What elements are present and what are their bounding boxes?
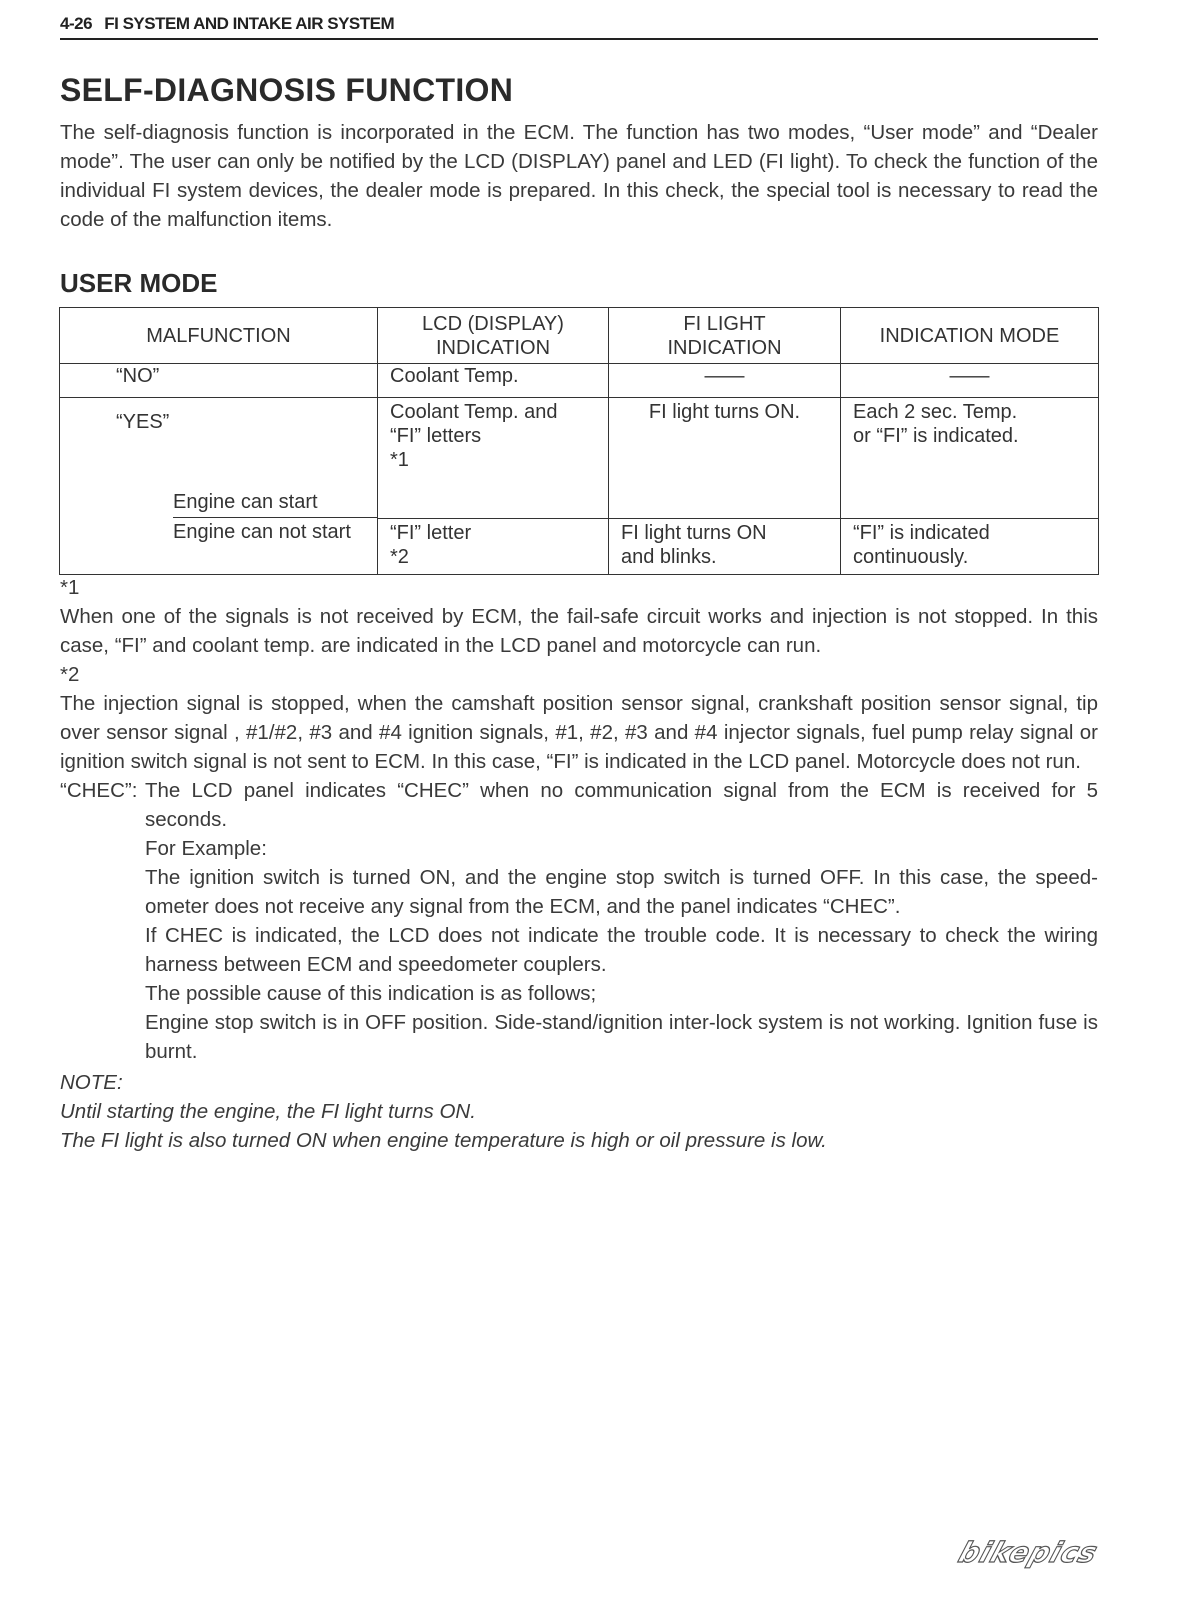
note-label: NOTE: [60, 1071, 123, 1094]
yes-label: “YES” [116, 411, 170, 433]
cell-mode-not-start: “FI” is indicated continuously. [841, 518, 1099, 575]
cell-malfunction-no: “NO” [60, 364, 378, 398]
footnote-text-2: The injection signal is stopped, when the camshaft position sensor signal, crankshaft position sensor signal, tip over sensor signal , #1/#2, #3 and #4 ignition signals, #1, #2, #3 and #4 injector signals, fuel pump relay signal or ignition switch signal is not sent to ECM. In this case, “FI” is indicated in the LCD panel. Motorcycle does not run. [60, 692, 1098, 773]
table-row [60, 518, 1099, 575]
cell-malfunction-not-start: Engine can not start [60, 518, 378, 575]
intro-paragraph: The self-diagnosis function is incorporated in the ECM. The function has two modes, “User mode” and “Dealer mode”. The user can only be notified by the LCD (DISPLAY) panel and LED (FI light). To check the function of the individual FI system devices, the dealer mode is prepared. In this check, the special tool is necessary to read the code of the malfunction items. [60, 121, 1098, 231]
table-header-row [60, 308, 1099, 364]
sub-row-divider [173, 517, 377, 518]
cell-mode-no: —— [841, 364, 1099, 398]
chec-line: The LCD panel indicates “CHEC” when no communication signal from the ECM is received for 5 seconds. [145, 779, 1098, 831]
page-header [60, 14, 1098, 40]
chec-line: If CHEC is indicated, the LCD does not indicate the trouble code. It is necessary to check the wiring harness between ECM and speedometer couplers. [145, 924, 1098, 976]
col-header-malfunction: MALFUNCTION [60, 308, 378, 364]
chec-line: For Example: [145, 837, 267, 860]
chec-body [145, 776, 1098, 1066]
chec-line: The possible cause of this indication is as follows; [145, 982, 597, 1005]
table-row [60, 364, 1099, 398]
table-row [60, 398, 1099, 519]
col-header-fi-light: FI LIGHT INDICATION [609, 308, 841, 364]
user-mode-table [59, 307, 1099, 575]
chec-label: “CHEC”: [60, 779, 138, 802]
user-mode-heading: USER MODE [60, 268, 218, 298]
chec-line: The ignition switch is turned ON, and the engine stop switch is turned OFF. In this case, the speed-ometer does not receive any signal from the ECM, and the panel indicates “CHEC”. [145, 866, 1098, 918]
engine-can-start-label: Engine can start [173, 491, 318, 513]
note-line: The FI light is also turned ON when engine temperature is high or oil pressure is low. [60, 1129, 827, 1152]
notes-section [60, 573, 1098, 1155]
footnote-text-1: When one of the signals is not received by ECM, the fail-safe circuit works and injection is not stopped. In this case, “FI” and coolant temp. are indicated in the LCD panel and motorcycle can run. [60, 605, 1098, 657]
cell-mode-yes: Each 2 sec. Temp. or “FI” is indicated. [841, 398, 1099, 519]
page-title: SELF-DIAGNOSIS FUNCTION [60, 72, 514, 108]
cell-lcd-no: Coolant Temp. [378, 364, 609, 398]
footnote-mark-2: *2 [60, 663, 80, 686]
cell-lcd-yes: Coolant Temp. and “FI” letters *1 [378, 398, 609, 519]
col-header-indication-mode: INDICATION MODE [841, 308, 1099, 364]
footnote-mark-1: *1 [60, 576, 80, 599]
page-number: 4-26 [60, 14, 93, 33]
cell-lcd-not-start: “FI” letter *2 [378, 518, 609, 575]
note-line: Until starting the engine, the FI light turns ON. [60, 1100, 476, 1123]
col-header-lcd: LCD (DISPLAY) INDICATION [378, 308, 609, 364]
section-title: FI SYSTEM AND INTAKE AIR SYSTEM [104, 14, 395, 33]
cell-fi-not-start: FI light turns ON and blinks. [609, 518, 841, 575]
cell-fi-yes: FI light turns ON. [609, 398, 841, 519]
watermark-logo: bikepics [954, 1536, 1103, 1569]
cell-fi-no: —— [609, 364, 841, 398]
chec-line: Engine stop switch is in OFF position. Side-stand/ignition inter-lock system is not working. Ignition fuse is burnt. [145, 1011, 1098, 1063]
cell-malfunction-yes [60, 398, 378, 519]
chec-block [60, 776, 1098, 1066]
note-block [60, 1068, 1098, 1155]
